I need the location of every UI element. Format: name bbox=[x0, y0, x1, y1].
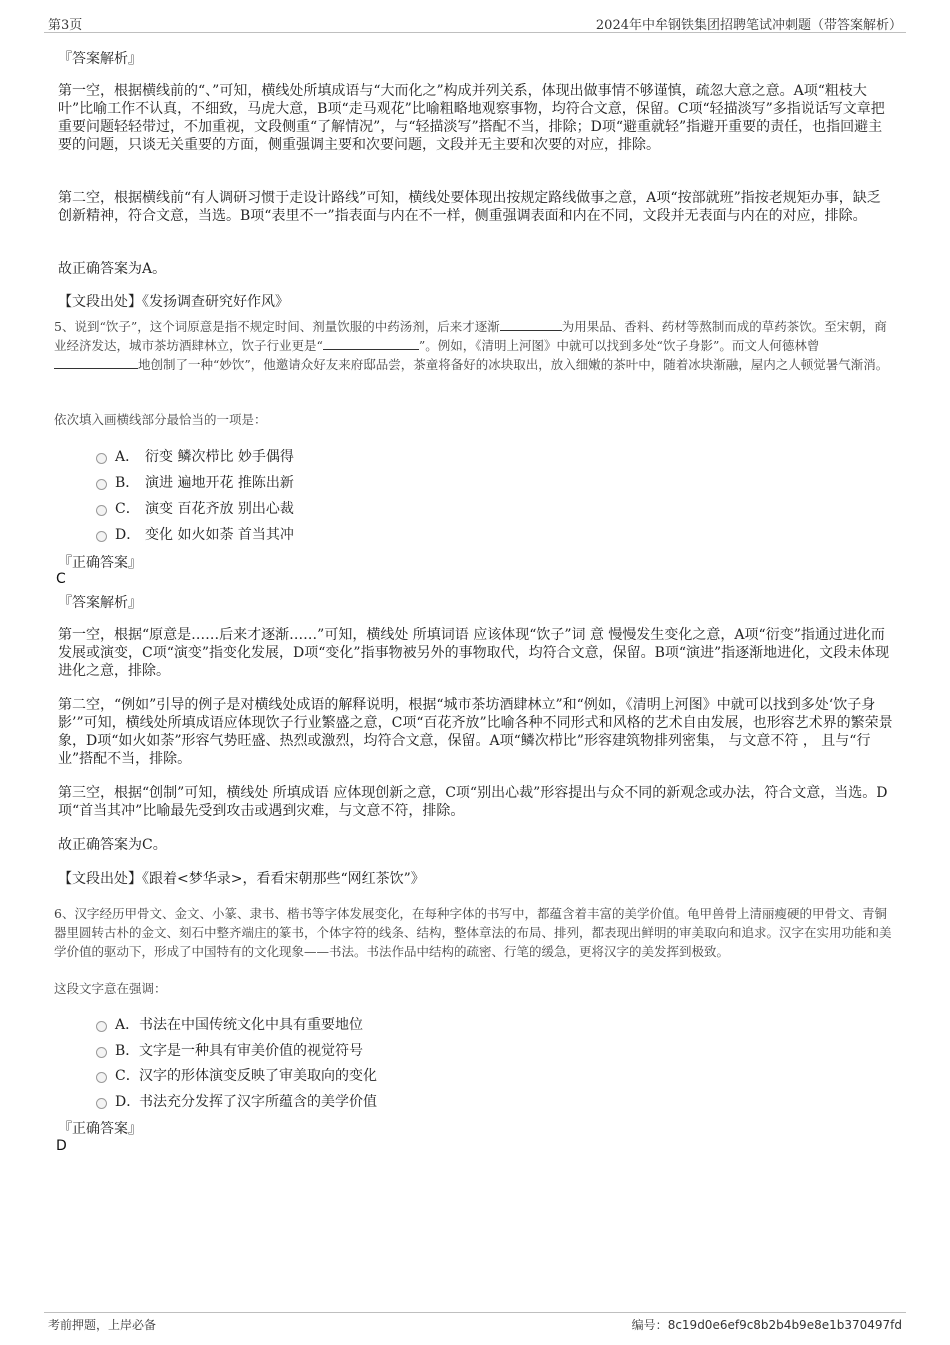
page-header bbox=[44, 12, 906, 33]
q4-source: 【文段出处】《发扬调查研究好作风》 bbox=[58, 294, 289, 310]
q6-prompt: 这段文字意在强调： bbox=[54, 981, 167, 996]
q4-analysis-label: 『答案解析』 bbox=[58, 51, 142, 67]
q5-prompt: 依次填入画横线部分最恰当的一项是： bbox=[54, 412, 267, 427]
q5-stem bbox=[54, 317, 894, 374]
q5-option-d[interactable]: D． 变化 如火如荼 首当其冲 bbox=[96, 524, 294, 544]
q6-option-c[interactable]: C． 汉字的形体演变反映了审美取向的变化 bbox=[96, 1065, 377, 1085]
footer-slogan: 考前押题，上岸必备 bbox=[48, 1318, 157, 1332]
q5-conclusion: 故正确答案为C。 bbox=[58, 837, 167, 853]
q5-analysis-p2: 第二空，“例如”引导的例子是对横线处成语的解释说明，根据“城市茶坊酒肆林立”和“例如，《清明上河图》中就可以找到多处‘饮子身影’”可知，横线处所填成语应体现饮子行业繁盛之意，C项“百花齐放”比喻各种不同形式和风格的艺术自由发展，也形容艺术界的繁荣景象，D项“如火如荼”形容气势旺盛、热烈或激烈，均符合文意，保留。A项“鳞次栉比”形容建筑物排列密集， 与文意不符 ， 且与“行业”搭配不当，排除。 bbox=[58, 697, 893, 767]
radio-icon[interactable] bbox=[96, 505, 107, 516]
radio-icon[interactable] bbox=[96, 1021, 107, 1032]
q6-option-b[interactable]: B． 文字是一种具有审美价值的视觉符号 bbox=[96, 1040, 363, 1060]
q5-blank-1 bbox=[500, 318, 562, 331]
q6-answer: D bbox=[56, 1138, 67, 1154]
document-code: 编号：8c19d0e6ef9c8b2b4b9e8e1b370497fd bbox=[631, 1318, 902, 1332]
document-title: 2024年中牟钢铁集团招聘笔试冲刺题（带答案解析） bbox=[595, 18, 902, 33]
q5-stem-d: 地创制了一种“妙饮”，他邀请众好友来府邸品尝，茶童将备好的冰块取出，放入细嫩的茶叶中，随着冰块渐融，屋内之人顿觉暑气渐消。 bbox=[138, 357, 889, 372]
q5-analysis-p3: 第三空，根据“创制”可知，横线处 所填成语 应体现创新之意，C项“别出心裁”形容提出与众不同的新观念或办法，符合文意，当选。D项“首当其冲”比喻最先受到攻击或遇到灾难，与文意不符，排除。 bbox=[58, 785, 888, 819]
radio-icon[interactable] bbox=[96, 479, 107, 490]
page-number: 第3页 bbox=[48, 18, 83, 33]
q5-analysis-label: 『答案解析』 bbox=[58, 595, 142, 611]
q4-conclusion: 故正确答案为A。 bbox=[58, 261, 167, 277]
radio-icon[interactable] bbox=[96, 1072, 107, 1083]
q6-answer-label: 『正确答案』 bbox=[58, 1121, 142, 1137]
radio-icon[interactable] bbox=[96, 1098, 107, 1109]
q6-option-d[interactable]: D． 书法充分发挥了汉字所蕴含的美学价值 bbox=[96, 1091, 377, 1111]
q5-stem-a: 5、说到“饮子”，这个词原意是指不规定时间、剂量饮服的中药汤剂，后来才逐渐 bbox=[54, 319, 500, 334]
q4-analysis-p2: 第二空，根据横线前“有人调研习惯于走设计路线”可知，横线处要体现出按规定路线做事之意，A项“按部就班”指按老规矩办事，缺乏创新精神，符合文意，当选。B项“表里不一”指表面与内在不一样，侧重强调表面和内在不同，文段并无表面与内在的对应，排除。 bbox=[58, 190, 881, 224]
q5-stem-b: 为用果品、香料、药材等熬制而成的草药茶饮。至宋朝，商业经济发达，城市茶坊酒肆林立，饮子行业更是“ bbox=[54, 319, 887, 353]
q5-answer: C bbox=[56, 571, 66, 587]
q5-analysis-p1: 第一空，根据“原意是……后来才逐渐……”可知，横线处 所填词语 应该体现“饮子”词 意 慢慢发生变化之意，A项“衍变”指通过进化而发展或演变，C项“演变”指变化发展，D项“变化”指事物被另外的事物取代，均符合文意，保留。B项“演进”指逐渐地进化，文段未体现进化之意，排除。 bbox=[58, 627, 890, 679]
q5-stem-c: ”。例如，《清明上河图》中就可以找到多处“饮子身影”。而文人何德林曾 bbox=[418, 338, 820, 353]
q5-option-c[interactable]: C． 演变 百花齐放 别出心裁 bbox=[96, 498, 294, 518]
q5-source: 【文段出处】《跟着<梦华录>，看看宋朝那些“网红茶饮”》 bbox=[58, 871, 425, 887]
q5-blank-3 bbox=[54, 356, 138, 369]
radio-icon[interactable] bbox=[96, 1047, 107, 1058]
q6-stem: 6、汉字经历甲骨文、金文、小篆、隶书、楷书等字体发展变化，在每种字体的书写中，都蕴含着丰富的美学价值。龟甲兽骨上清丽瘦硬的甲骨文、青铜器里圆转古朴的金文、刻石中整齐端庄的篆书，个体字符的线条、结构，整体章法的布局、排列，都表现出鲜明的审美取向和追求。汉字在实用功能和美学价值的驱动下，形成了中国特有的文化现象——书法。书法作品中结构的疏密、行笔的缓急，更将汉字的美发挥到极致。 bbox=[54, 906, 892, 959]
q6-option-a[interactable]: A． 书法在中国传统文化中具有重要地位 bbox=[96, 1014, 363, 1034]
radio-icon[interactable] bbox=[96, 531, 107, 542]
q5-option-a[interactable]: A． 衍变 鳞次栉比 妙手偶得 bbox=[96, 446, 294, 466]
q4-analysis-p1: 第一空，根据横线前的“、”可知，横线处所填成语与“大而化之”构成并列关系，体现出做事情不够谨慎，疏忽大意之意。A项“粗枝大叶”比喻工作不认真，不细致，马虎大意，B项“走马观花”比喻粗略地观察事物，均符合文意，保留。C项“轻描淡写”多指说话写文章把重要问题轻轻带过，不加重视，文段侧重“了解情况”，与“轻描淡写”搭配不当，排除；D项“避重就轻”指避开重要的责任，也指回避主要的问题，只谈无关重要的方面，侧重强调主要和次要问题，文段并无主要和次要的对应，排除。 bbox=[58, 83, 885, 153]
radio-icon[interactable] bbox=[96, 453, 107, 464]
q5-blank-2 bbox=[323, 337, 419, 350]
q5-answer-label: 『正确答案』 bbox=[58, 555, 142, 571]
page-footer bbox=[44, 1312, 906, 1335]
q5-option-b[interactable]: B． 演进 遍地开花 推陈出新 bbox=[96, 472, 294, 492]
